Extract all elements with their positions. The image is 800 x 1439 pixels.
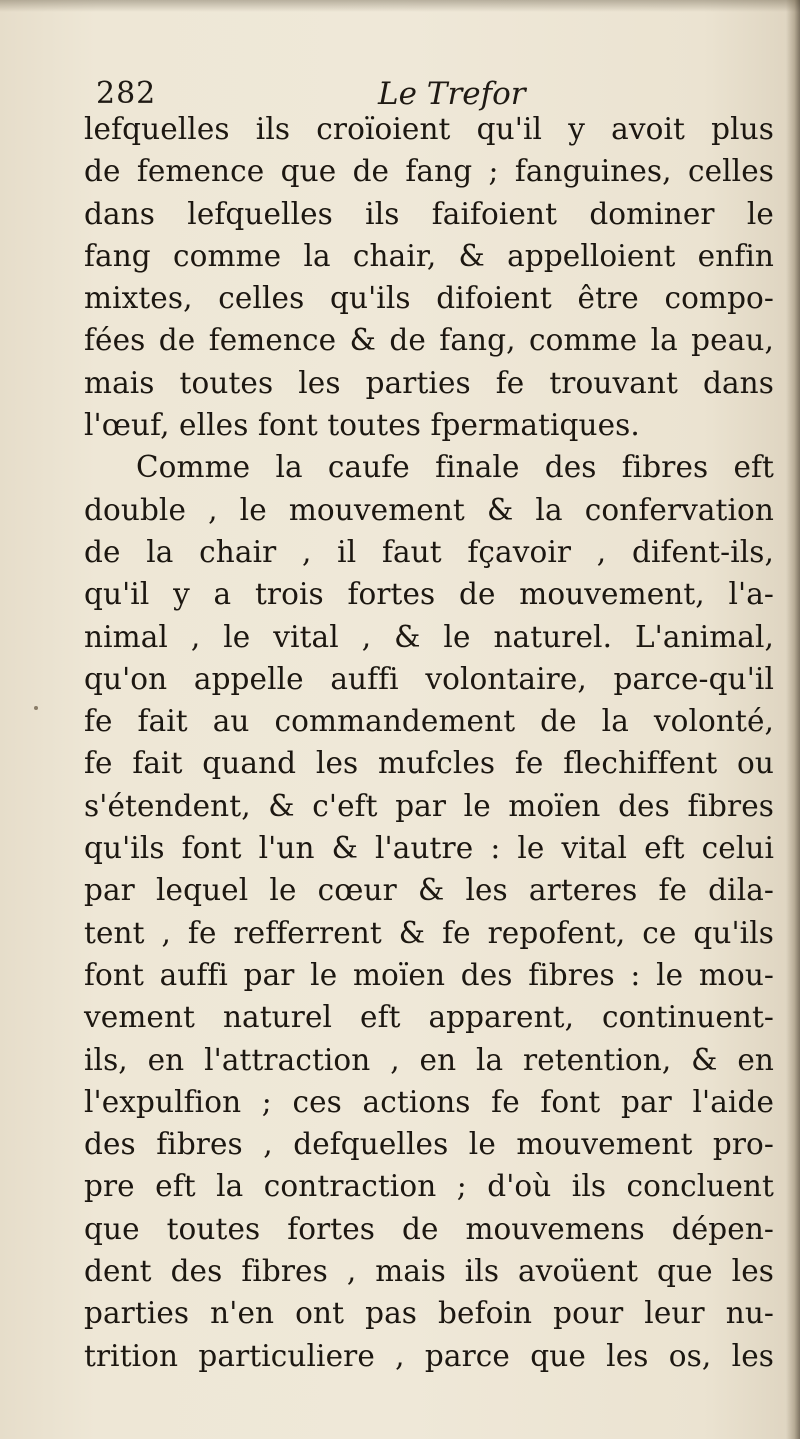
text-line: dans lefquelles ils faifoient dominer le: [84, 196, 774, 231]
text-line: qu'ils font l'un & l'autre : le vital eft celui: [84, 831, 774, 866]
text-line: nimal , le vital , & le naturel. L'animal,: [84, 619, 774, 654]
margin-mark: [34, 706, 38, 710]
text-line: mais toutes les parties fe trouvant dans: [84, 365, 774, 400]
text-line: font auffi par le moïen des fibres : le mou-: [84, 957, 774, 992]
text-line: mixtes, celles qu'ils difoient être compo-: [84, 281, 774, 316]
text-line: qu'on appelle auffi volontaire, parce-qu'il: [84, 661, 774, 696]
text-line: des fibres , defquelles le mouvement pro-: [84, 1127, 774, 1162]
page-top-shadow: [0, 0, 800, 12]
page-number: 282: [96, 76, 157, 111]
text-line: fe fait au commandement de la volonté,: [84, 704, 774, 739]
text-line: par lequel le cœur & les arteres fe dila-: [84, 873, 774, 908]
text-line: l'expulfion ; ces actions fe font par l'aide: [84, 1084, 774, 1119]
text-line: que toutes fortes de mouvemens dépen-: [84, 1211, 774, 1246]
text-line: tent , fe refferrent & fe repofent, ce qu'ils: [84, 915, 774, 950]
page-edge-shadow: [786, 0, 800, 1439]
text-line: trition particuliere , parce que les os, les: [84, 1338, 774, 1373]
text-line: de femence que de fang ; fanguines, celles: [84, 154, 774, 189]
body-text: [84, 108, 774, 1377]
text-line: dent des fibres , mais ils avoüent que les: [84, 1254, 774, 1289]
text-line: fées de femence & de fang, comme la peau,: [84, 323, 774, 358]
text-line: double , le mouvement & la confervation: [84, 492, 774, 527]
text-line: parties n'en ont pas befoin pour leur nu-: [84, 1296, 774, 1331]
text-line: fang comme la chair, & appelloient enfin: [84, 238, 774, 273]
text-line: s'étendent, & c'eft par le moïen des fibres: [84, 788, 774, 823]
text-line: lefquelles ils croïoient qu'il y avoit plus: [84, 112, 774, 146]
text-line: fe fait quand les mufcles fe flechiffent ou: [84, 746, 774, 781]
text-line: de la chair , il faut fçavoir , difent-ils,: [84, 534, 774, 569]
text-line: qu'il y a trois fortes de mouvement, l'a-: [84, 577, 774, 612]
text-line: vement naturel eft apparent, continuent-: [84, 1000, 774, 1035]
running-title: Le Trefor: [378, 76, 526, 112]
text-line: l'œuf, elles font toutes fpermatiques.: [84, 408, 640, 443]
text-line: pre eft la contraction ; d'où ils concluent: [84, 1169, 774, 1204]
text-line: Comme la caufe finale des fibres eft: [136, 450, 774, 485]
text-line: ils, en l'attraction , en la retention, & en: [84, 1042, 774, 1077]
